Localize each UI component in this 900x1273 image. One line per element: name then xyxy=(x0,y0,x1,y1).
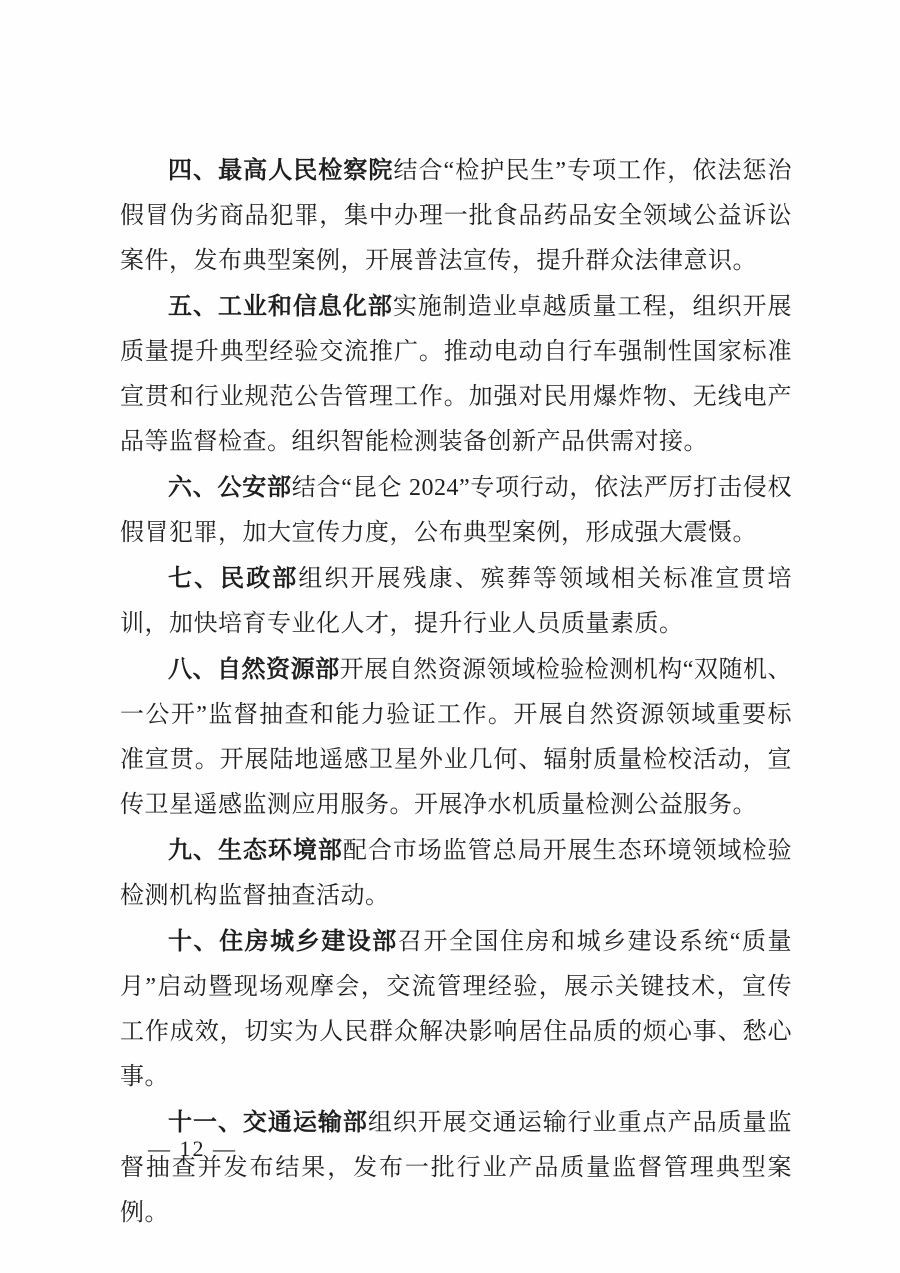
paragraph-item-9 xyxy=(120,828,792,919)
paragraph-item-5 xyxy=(120,284,792,465)
paragraph-item-4-lead: 四、最高人民检察院 xyxy=(168,157,394,184)
paragraph-item-7-body: 组织开展残康、殡葬等领域相关标准宣贯培训，加快培育专业化人才，提升行业人员质量素质。 xyxy=(120,566,793,637)
paragraph-item-6 xyxy=(120,465,792,556)
paragraph-item-9-lead: 九、生态环境部 xyxy=(168,837,343,864)
paragraph-item-11-lead: 十一、交通运输部 xyxy=(168,1109,368,1136)
paragraph-item-11-body: 组织开展交通运输行业重点产品质量监督抽查并发布结果，发布一批行业产品质量监督管理典型案例。 xyxy=(120,1110,793,1226)
paragraph-item-9-body: 配合市场监管总局开展生态环境领域检验检测机构监督抽查活动。 xyxy=(120,838,793,909)
paragraph-item-8-body: 开展自然资源领域检验检测机构“双随机、一公开”监督抽查和能力验证工作。开展自然资源领域重要标准宣贯。开展陆地遥感卫星外业几何、辐射质量检校活动，宣传卫星遥感监测应用服务。开展净水机质量检测公益服务。 xyxy=(120,657,793,818)
paragraph-item-7 xyxy=(120,556,792,647)
paragraph-item-6-body: 结合“昆仑 2024”专项行动，依法严厉打击侵权假冒犯罪，加大宣传力度，公布典型案例，形成强大震慑。 xyxy=(120,475,792,546)
paragraph-item-7-lead: 七、民政部 xyxy=(168,565,299,592)
paragraph-item-5-lead: 五、工业和信息化部 xyxy=(168,293,393,320)
page-number: — 12 — xyxy=(148,1136,237,1161)
paragraph-item-4-body: 结合“检护民生”专项工作，依法惩治假冒伪劣商品犯罪，集中办理一批食品药品安全领域公益诉讼案件，发布典型案例，开展普法宣传，提升群众法律意识。 xyxy=(120,158,793,274)
paragraph-item-11 xyxy=(120,1100,792,1236)
paragraph-item-5-body: 实施制造业卓越质量工程，组织开展质量提升典型经验交流推广。推动电动自行车强制性国家标准宣贯和行业规范公告管理工作。加强对民用爆炸物、无线电产品等监督检查。组织智能检测装备创新产品供需对接。 xyxy=(120,294,792,455)
paragraph-item-6-lead: 六、公安部 xyxy=(168,474,292,501)
paragraph-item-10-body: 召开全国住房和城乡建设系统“质量月”启动暨现场观摩会，交流管理经验，展示关键技术，宣传工作成效，切实为人民群众解决影响居住品质的烦心事、愁心事。 xyxy=(120,929,793,1090)
paragraph-item-8-lead: 八、自然资源部 xyxy=(168,656,340,683)
paragraph-item-8 xyxy=(120,647,792,828)
paragraph-item-10-lead: 十、住房城乡建设部 xyxy=(168,928,398,955)
paragraph-item-4 xyxy=(120,148,792,284)
document-body xyxy=(120,148,792,1236)
paragraph-item-10 xyxy=(120,919,792,1100)
